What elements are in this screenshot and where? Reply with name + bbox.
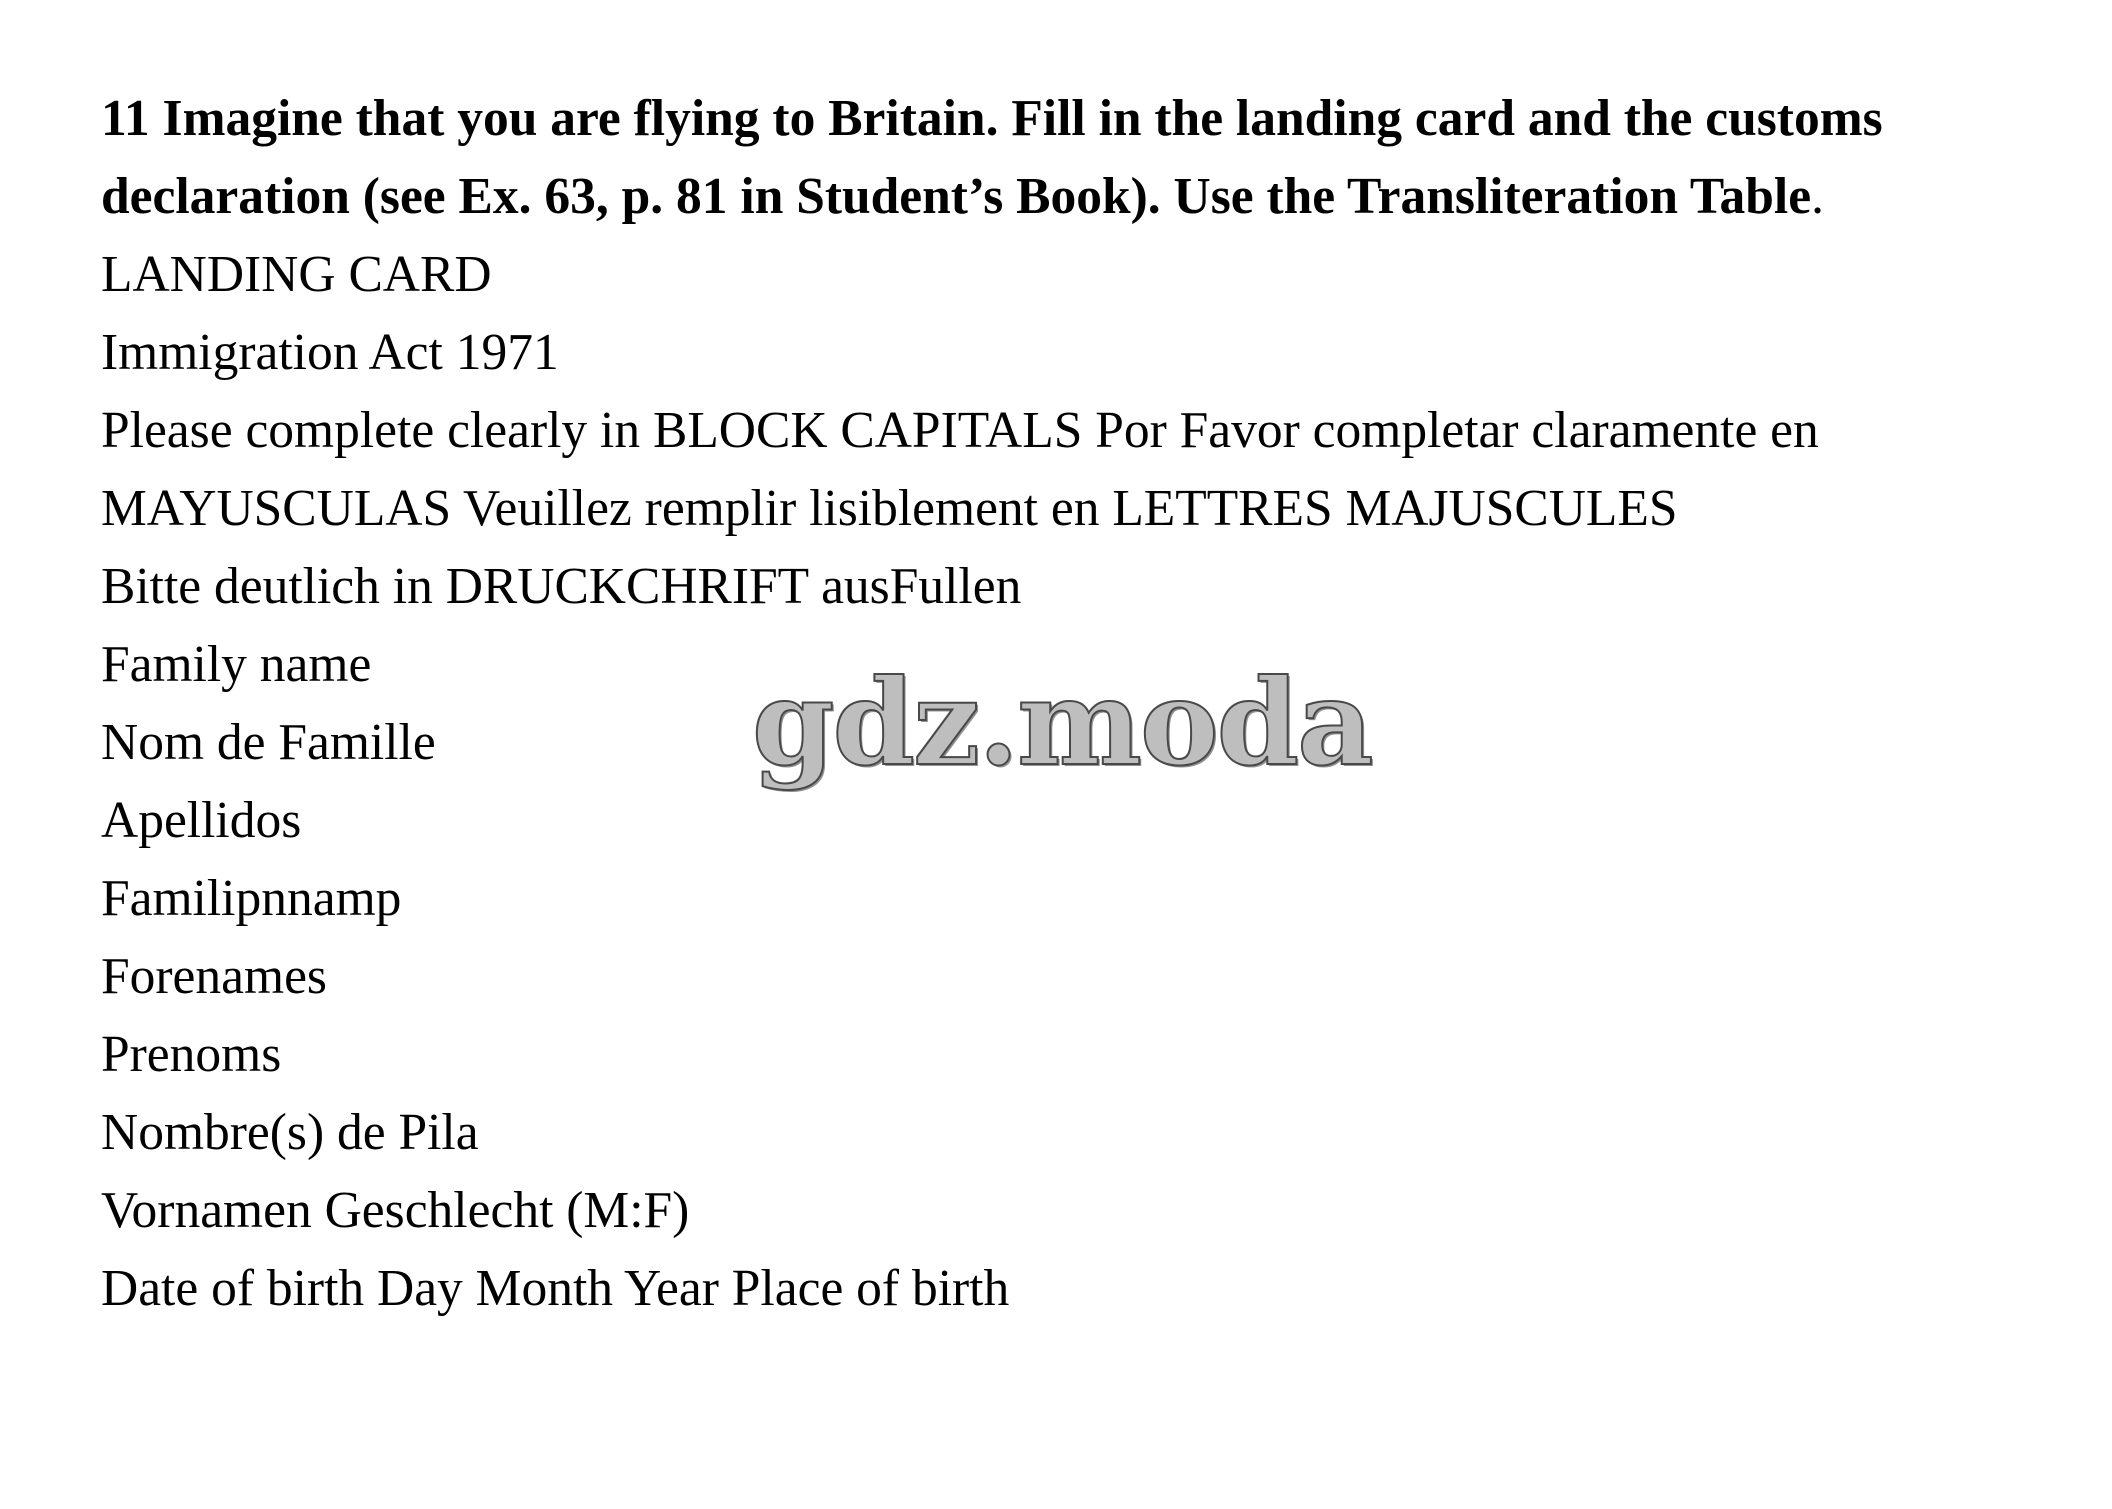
instructions-line: Please complete clearly in BLOCK CAPITALS Por Favor completar claramente en MAYUSCULAS Veuillez remplir lisiblement en LETTRES MAJUSCULES bbox=[101, 402, 1819, 537]
familienname-label: Familipnnamp bbox=[101, 870, 402, 927]
prenoms-label: Prenoms bbox=[101, 1026, 282, 1083]
apellidos-label: Apellidos bbox=[101, 792, 302, 849]
family-name-label: Family name bbox=[101, 636, 372, 693]
watermark-logo: gdz.moda bbox=[752, 653, 1372, 792]
task-heading bbox=[101, 80, 2061, 236]
nombre-de-pila-label: Nombre(s) de Pila bbox=[101, 1104, 479, 1161]
immigration-act-line: Immigration Act 1971 bbox=[101, 324, 559, 381]
task-text: 11 Imagine that you are flying to Britain. Fill in the landing card and the customs declaration (see Ex. 63, p. 81 in Student’s Book). Use the Transliteration Table bbox=[101, 90, 1883, 225]
instructions-german-line: Bitte deutlich in DRUCKCHRIFT ausFullen bbox=[101, 558, 1022, 615]
landing-card-title: LANDING CARD bbox=[101, 246, 492, 303]
date-of-birth-line: Date of birth Day Month Year Place of birth bbox=[101, 1260, 1010, 1317]
forenames-label: Forenames bbox=[101, 948, 327, 1005]
nom-de-famille-label: Nom de Famille bbox=[101, 714, 436, 771]
vornamen-geschlecht-label: Vornamen Geschlecht (M:F) bbox=[101, 1182, 690, 1239]
task-end-period: . bbox=[1811, 168, 1824, 225]
